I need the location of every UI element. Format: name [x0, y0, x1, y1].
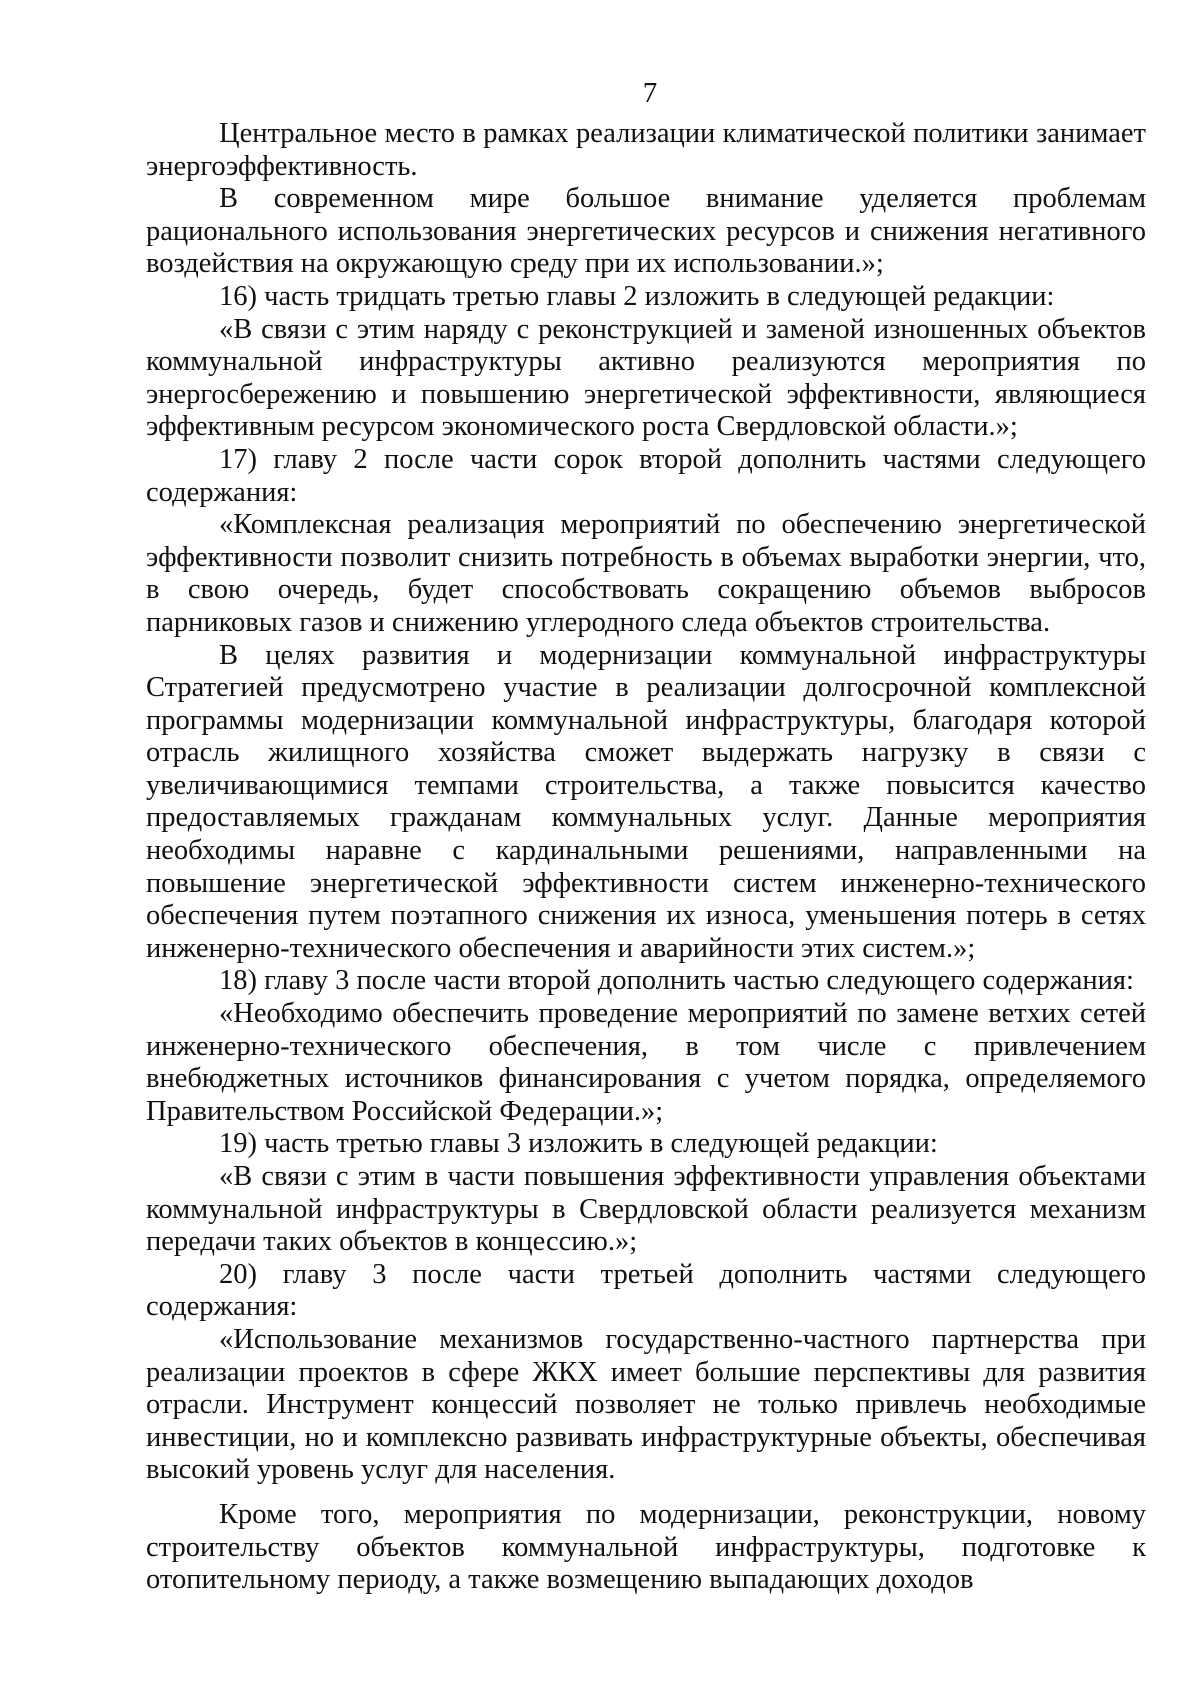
- document-body: [146, 118, 1146, 1597]
- paragraph: «Использование механизмов государственно-частного партнерства при реализации проектов в сфере ЖКХ имеет большие перспективы для развития отрасли. Инструмент концессий позволяет не только привлечь необходимые инвестиции, но и комплексно развивать инфраструктурные объекты, обеспечивая высокий уровень услуг для населения.: [146, 1323, 1146, 1486]
- paragraph: «В связи с этим наряду с реконструкцией и заменой изношенных объектов коммунальной инфраструктуры активно реализуются мероприятия по энергосбережению и повышению энергетической эффективности, являющиеся эффективным ресурсом экономического роста Свердловской области.»;: [146, 313, 1146, 443]
- paragraph: 18) главу 3 после части второй дополнить частью следующего содержания:: [219, 965, 1134, 997]
- paragraph: В целях развития и модернизации коммунальной инфраструктуры Стратегией предусмотрено участие в реализации долгосрочной комплексной программы модернизации коммунальной инфраструктуры, благодаря которой отрасль жилищного хозяйства сможет выдержать нагрузку в связи с увеличивающимися темпами строительства, а также повысится качество предоставляемых гражданам коммунальных услуг. Данные мероприятия необходимы наравне с кардинальными решениями, направленными на повышение энергетической эффективности систем инженерно-технического обеспечения путем поэтапного снижения их износа, уменьшения потерь в сетях инженерно-технического обеспечения и аварийности этих систем.»;: [146, 639, 1146, 964]
- paragraph: «Необходимо обеспечить проведение мероприятий по замене ветхих сетей инженерно-технического обеспечения, в том числе с привлечением внебюджетных источников финансирования с учетом порядка, определяемого Правительством Российской Федерации.»;: [146, 998, 1146, 1127]
- paragraph: «Комплексная реализация мероприятий по обеспечению энергетической эффективности позволит снизить потребность в объемах выработки энергии, что, в свою очередь, будет способствовать сокращению объемов выбросов парниковых газов и снижению углеродного следа объектов строительства.: [146, 509, 1146, 638]
- paragraph: 20) главу 3 после части третьей дополнить частями следующего содержания:: [146, 1258, 1146, 1323]
- paragraph: 17) главу 2 после части сорок второй дополнить частями следующего содержания:: [146, 443, 1146, 508]
- paragraph: «В связи с этим в части повышения эффективности управления объектами коммунальной инфраструктуры в Свердловской области реализуется механизм передачи таких объектов в концессию.»;: [146, 1161, 1146, 1258]
- paragraph: Кроме того, мероприятия по модернизации, реконструкции, новому строительству объектов коммунальной инфраструктуры, подготовке к отопительному периоду, а также возмещению выпадающих доходов: [146, 1498, 1146, 1596]
- paragraph: Центральное место в рамках реализации климатической политики занимает энергоэффективность.: [146, 118, 1146, 182]
- paragraph: В современном мире большое внимание уделяется проблемам рационального использования энергетических ресурсов и снижения негативного воздействия на окружающую среду при их использовании.»;: [146, 183, 1146, 280]
- paragraph: 16) часть тридцать третью главы 2 изложить в следующей редакции:: [219, 280, 1055, 312]
- page-number: 7: [642, 77, 658, 109]
- paragraph: 19) часть третью главы 3 изложить в следующей редакции:: [219, 1128, 938, 1160]
